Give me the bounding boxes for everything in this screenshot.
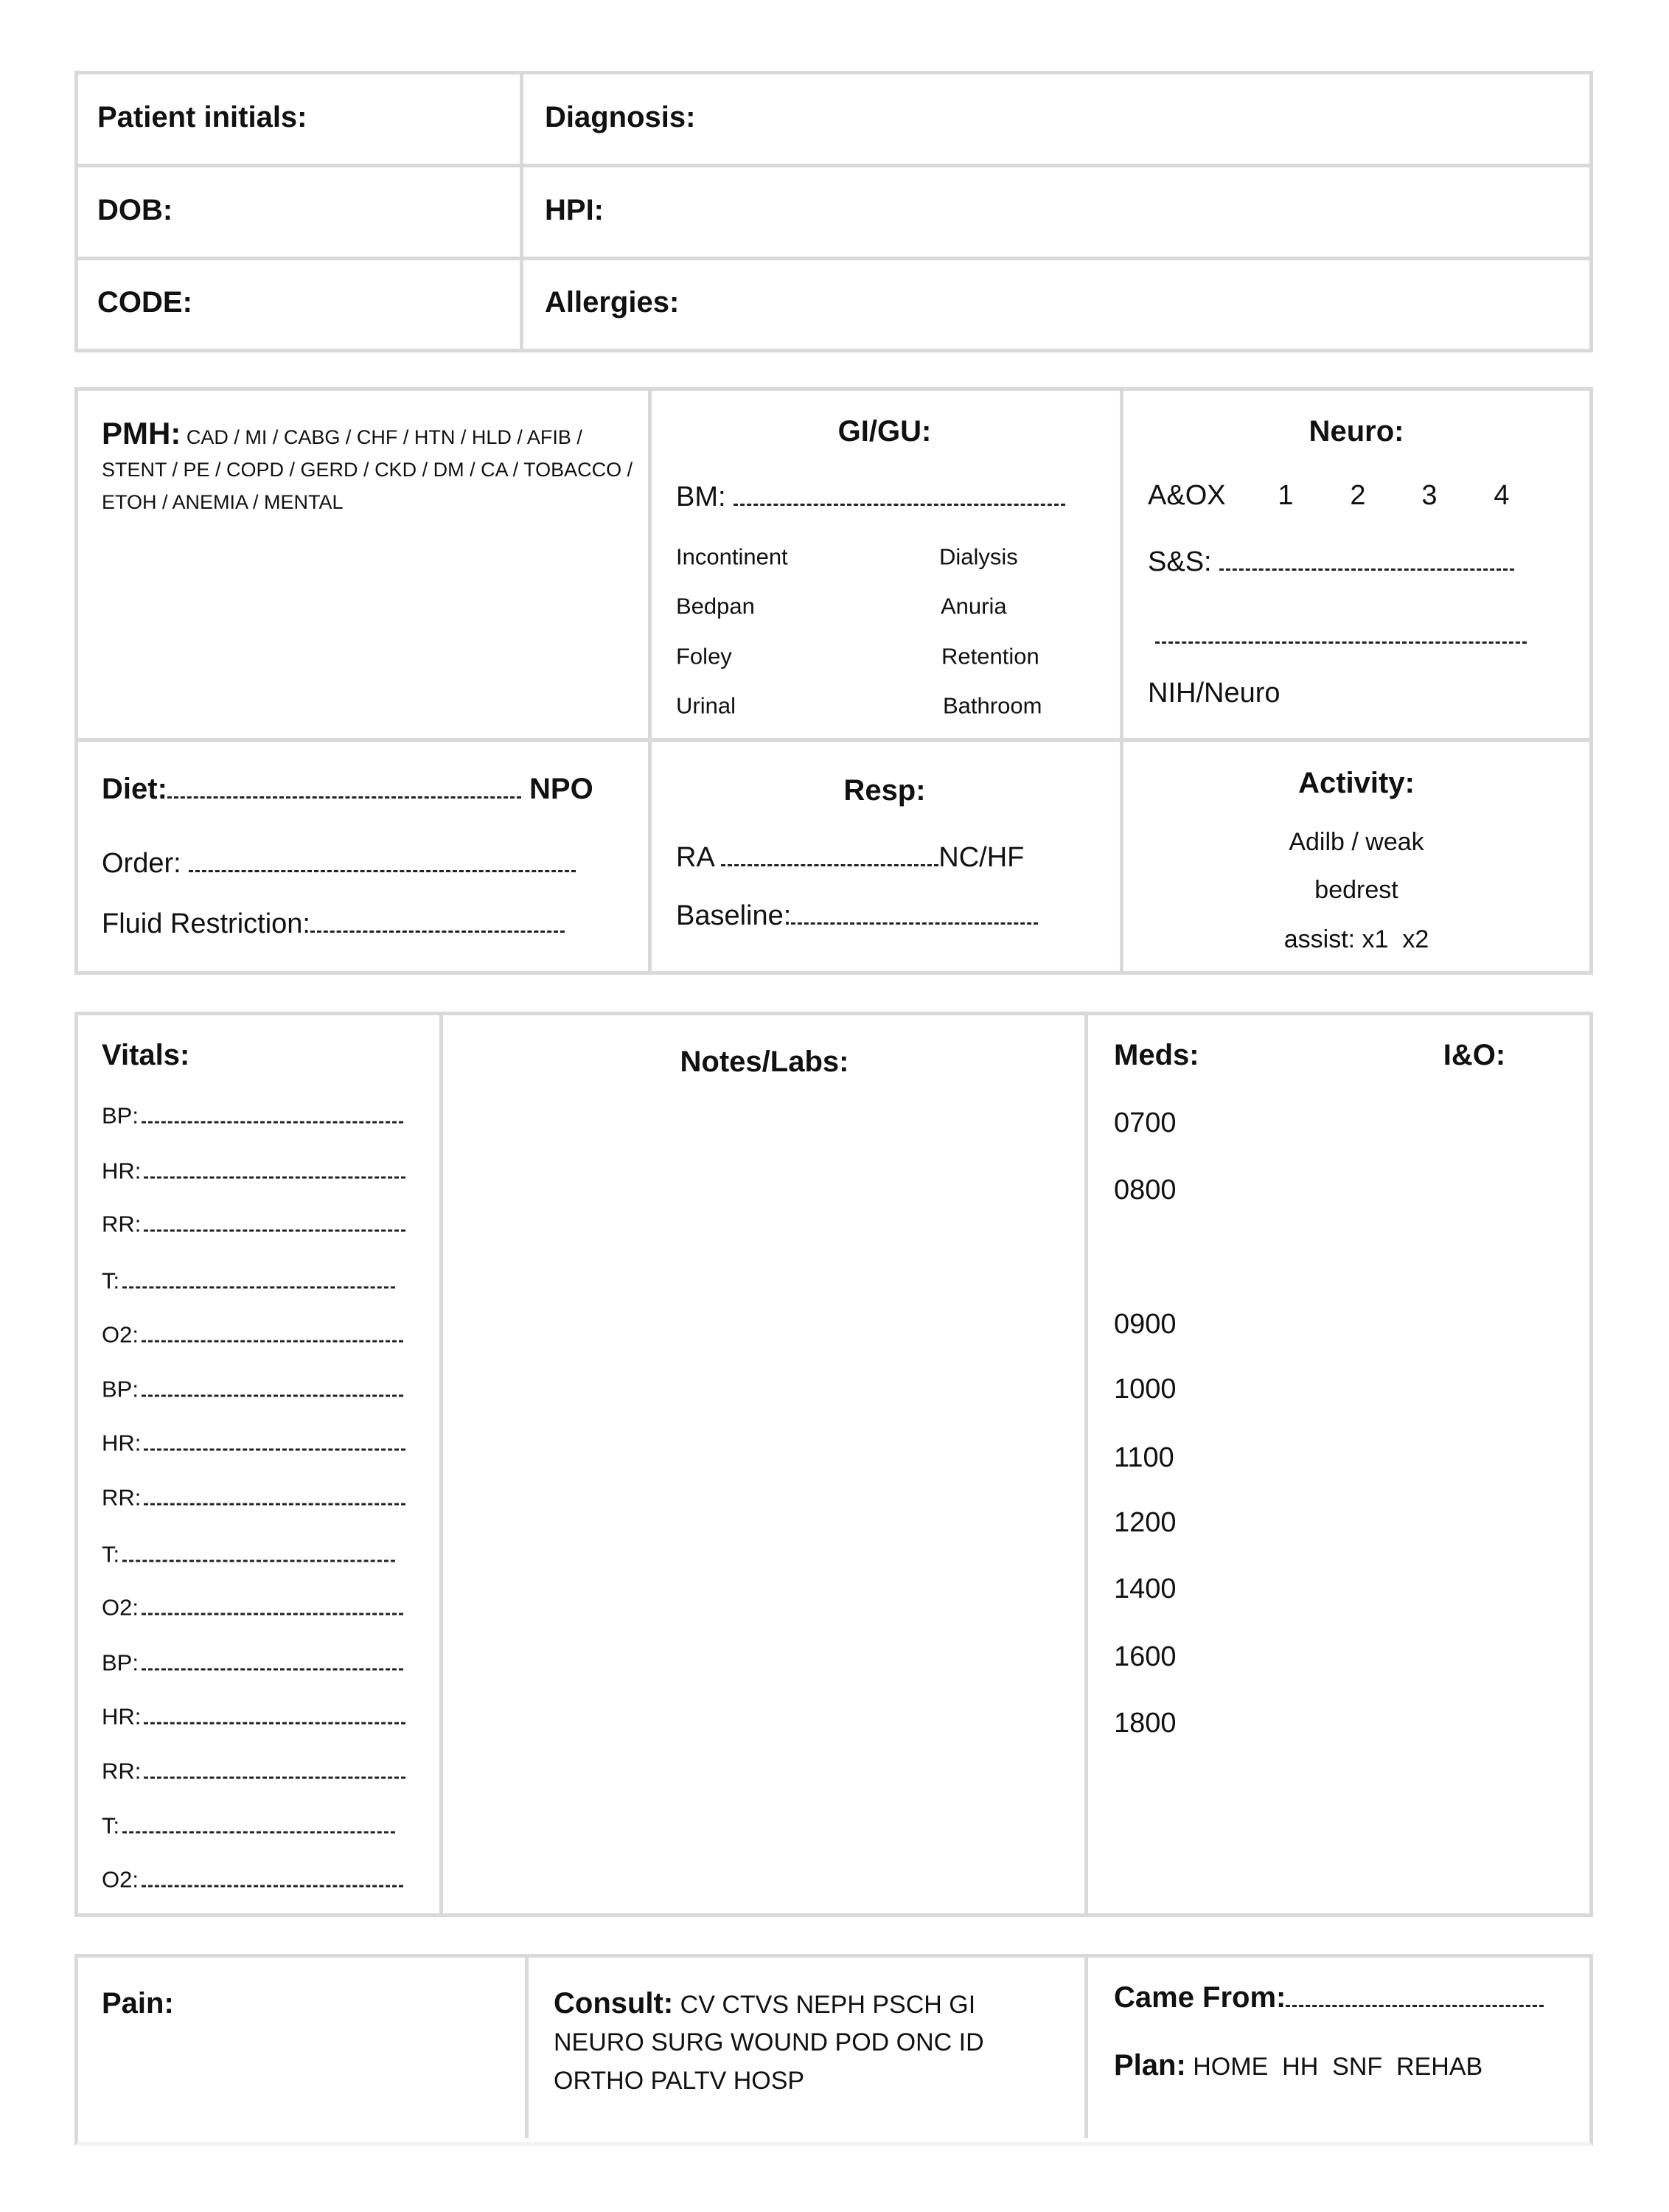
ss-label: S&S:	[1148, 546, 1212, 577]
fluid-restriction-blank[interactable]	[310, 929, 565, 933]
vital-blank[interactable]	[122, 1559, 395, 1562]
vital-label: T:	[102, 1541, 120, 1568]
vital-blank[interactable]	[144, 1502, 405, 1506]
aox-level[interactable]: 4	[1494, 480, 1510, 511]
npo-option[interactable]: NPO	[529, 773, 593, 805]
came-from-blank[interactable]	[1286, 2003, 1544, 2007]
vital-label: BP:	[102, 1376, 139, 1402]
ra-field	[676, 844, 1024, 872]
vital-row	[102, 1760, 405, 1783]
baseline-blank[interactable]	[791, 921, 1038, 925]
vital-blank[interactable]	[142, 1884, 403, 1888]
vital-row	[102, 1543, 395, 1566]
divider	[1084, 1012, 1088, 1917]
gigu-option[interactable]: Bathroom	[943, 692, 1042, 719]
diagnosis-label: Diagnosis:	[545, 101, 696, 133]
ss-blank[interactable]	[1219, 567, 1514, 571]
came-from-field	[1114, 1983, 1544, 2012]
order-label: Order:	[102, 848, 181, 879]
vital-row	[102, 1649, 403, 1676]
ss-blank-line-2[interactable]	[1155, 640, 1527, 644]
plan-label: Plan:	[1114, 2049, 1186, 2081]
baseline-field	[676, 902, 1038, 930]
diet-field	[102, 774, 593, 804]
vital-blank[interactable]	[142, 1612, 403, 1615]
divider	[74, 738, 1593, 742]
gigu-option[interactable]: Retention	[941, 643, 1039, 669]
vital-row	[102, 1432, 405, 1455]
dob-label: DOB:	[97, 194, 173, 226]
vital-label: RR:	[102, 1211, 142, 1237]
baseline-label: Baseline:	[676, 900, 792, 931]
io-title: I&O:	[1443, 1039, 1506, 1071]
resp-title: Resp:	[843, 774, 926, 807]
ra-blank[interactable]	[721, 863, 938, 866]
vital-blank[interactable]	[122, 1285, 395, 1289]
vital-blank[interactable]	[142, 1667, 403, 1671]
code-label: CODE:	[97, 286, 192, 319]
med-time: 0800	[1114, 1175, 1177, 1206]
vital-row	[102, 1267, 395, 1294]
consult-options[interactable]: ORTHO PALTV HOSP	[554, 2067, 805, 2095]
med-time: 0700	[1114, 1107, 1177, 1138]
vital-blank[interactable]	[144, 1775, 405, 1779]
hpi-label: HPI:	[545, 194, 604, 226]
diet-blank[interactable]	[167, 795, 521, 799]
vital-blank[interactable]	[144, 1447, 405, 1451]
vital-row	[102, 1378, 403, 1401]
plan-options[interactable]: HOME HH SNF REHAB	[1193, 2053, 1483, 2081]
vital-label: T:	[102, 1267, 120, 1294]
patient-initials-label: Patient initials:	[97, 101, 307, 133]
vital-row	[102, 1213, 405, 1236]
fluid-restriction-field	[102, 910, 565, 938]
activity-title: Activity:	[1298, 767, 1415, 799]
came-from-label: Came From:	[1114, 1981, 1286, 2014]
vital-row	[102, 1868, 403, 1891]
vital-row	[102, 1321, 403, 1348]
order-field	[102, 849, 576, 877]
divider	[648, 387, 652, 975]
nih-neuro-label: NIH/Neuro	[1148, 678, 1281, 709]
med-time: 1200	[1114, 1507, 1177, 1538]
vital-label: BP:	[102, 1102, 139, 1129]
vital-label: RR:	[102, 1484, 142, 1511]
aox-level[interactable]: 2	[1350, 480, 1366, 511]
vital-blank[interactable]	[144, 1721, 405, 1725]
meds-title: Meds:	[1114, 1039, 1199, 1071]
med-time: 1600	[1114, 1641, 1177, 1672]
pmh-section	[102, 417, 640, 518]
bm-blank[interactable]	[734, 502, 1065, 506]
vital-blank[interactable]	[144, 1228, 405, 1232]
diet-label: Diet:	[102, 773, 167, 805]
vital-row	[102, 1160, 405, 1183]
gigu-title: GI/GU:	[837, 415, 932, 448]
vital-blank[interactable]	[122, 1830, 395, 1834]
allergies-label: Allergies:	[545, 286, 680, 319]
bm-label: BM:	[676, 481, 726, 512]
vital-label: HR:	[102, 1430, 142, 1456]
med-time: 1800	[1114, 1708, 1177, 1739]
vital-blank[interactable]	[142, 1120, 403, 1124]
vital-row	[102, 1705, 405, 1728]
med-time: 1000	[1114, 1374, 1177, 1405]
vital-label: O2:	[102, 1594, 139, 1621]
consult-options[interactable]: NEURO SURG WOUND POD ONC ID	[554, 2028, 984, 2056]
pmh-label: PMH:	[102, 416, 181, 451]
fluid-restriction-label: Fluid Restriction:	[102, 908, 310, 939]
gigu-option[interactable]: Anuria	[941, 593, 1007, 619]
vital-label: T:	[102, 1812, 120, 1839]
gigu-option[interactable]: Foley	[676, 643, 732, 669]
vital-row	[102, 1486, 405, 1509]
activity-option[interactable]: assist: x1 x2	[1283, 925, 1429, 953]
gigu-option[interactable]: Dialysis	[939, 543, 1018, 570]
nchf-option[interactable]: NC/HF	[938, 842, 1025, 873]
activity-option[interactable]: Adilb / weak	[1289, 828, 1424, 856]
vital-blank[interactable]	[144, 1175, 405, 1179]
aox-label: A&OX	[1148, 480, 1226, 511]
divider	[1084, 1954, 1088, 2138]
divider	[74, 164, 1593, 167]
ss-field	[1148, 548, 1514, 576]
divider	[74, 257, 1593, 260]
ra-label: RA	[676, 842, 714, 873]
med-time: 1400	[1114, 1573, 1177, 1604]
aox-level[interactable]: 3	[1421, 480, 1438, 511]
gigu-option[interactable]: Urinal	[676, 692, 736, 719]
divider	[1120, 387, 1123, 975]
vital-row	[102, 1102, 403, 1129]
order-blank[interactable]	[189, 869, 576, 872]
vital-row	[102, 1812, 395, 1839]
consult-options[interactable]: CV CTVS NEPH PSCH GI	[680, 1991, 976, 2019]
consult-label: Consult:	[554, 1987, 674, 2020]
med-time: 1100	[1114, 1442, 1174, 1473]
consult-line	[554, 1989, 975, 2018]
vital-label: RR:	[102, 1758, 142, 1784]
vital-blank[interactable]	[142, 1394, 403, 1397]
pain-label: Pain:	[102, 1987, 174, 2020]
vital-label: BP:	[102, 1649, 139, 1676]
vital-row	[102, 1596, 403, 1619]
vital-label: HR:	[102, 1703, 142, 1730]
gigu-option[interactable]: Incontinent	[676, 543, 788, 570]
activity-option[interactable]: bedrest	[1314, 876, 1398, 904]
bm-field	[676, 483, 1065, 511]
divider	[520, 71, 523, 352]
divider	[525, 1954, 529, 2138]
vital-blank[interactable]	[142, 1339, 403, 1343]
aox-level[interactable]: 1	[1278, 480, 1294, 511]
gigu-option[interactable]: Bedpan	[676, 593, 755, 619]
neuro-title: Neuro:	[1309, 415, 1404, 448]
vital-label: O2:	[102, 1866, 139, 1893]
vital-label: O2:	[102, 1321, 139, 1348]
med-time: 0900	[1114, 1309, 1177, 1340]
vitals-title: Vitals:	[102, 1039, 190, 1071]
vital-label: HR:	[102, 1158, 142, 1184]
plan-field	[1114, 2051, 1482, 2080]
divider	[439, 1012, 443, 1917]
pmh-conditions: CAD / MI / CABG / CHF / HTN / HLD / AFIB / STENT / PE / COPD / GERD / CKD / DM / CA / TOBACCO / ETOH / ANEMIA / MENTAL	[102, 426, 633, 513]
notes-labs-title: Notes/Labs:	[680, 1046, 849, 1078]
